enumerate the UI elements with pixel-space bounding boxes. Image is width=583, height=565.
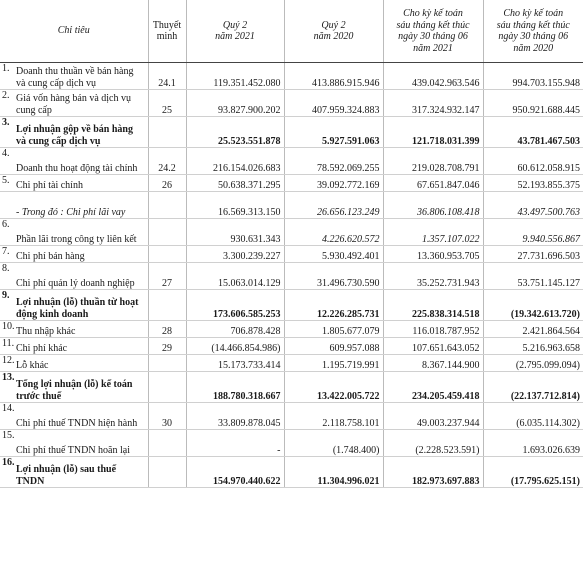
row-note bbox=[148, 290, 186, 321]
table-row bbox=[0, 175, 583, 192]
cell-h1-2021: 234.205.459.418 bbox=[383, 372, 483, 403]
cell-h1-2020: 27.731.696.503 bbox=[483, 246, 583, 263]
cell-h1-2020: 950.921.688.445 bbox=[483, 90, 583, 117]
cell-q2-2020: 5.927.591.063 bbox=[284, 117, 383, 148]
cell-h1-2021: 49.003.237.944 bbox=[383, 403, 483, 430]
table-row bbox=[0, 219, 583, 246]
cell-h1-2021: 67.651.847.046 bbox=[383, 175, 483, 192]
row-note bbox=[148, 219, 186, 246]
row-label: 16. Lợi nhuận (lỗ) sau thuế TNDN bbox=[0, 457, 148, 488]
cell-q2-2021: 930.631.343 bbox=[186, 219, 284, 246]
cell-q2-2020: 13.422.005.722 bbox=[284, 372, 383, 403]
row-note: 24.2 bbox=[148, 148, 186, 175]
table-row bbox=[0, 372, 583, 403]
cell-q2-2020: 1.805.677.079 bbox=[284, 321, 383, 338]
cell-h1-2020: 60.612.058.915 bbox=[483, 148, 583, 175]
table-row bbox=[0, 321, 583, 338]
cell-h1-2020: 2.421.864.564 bbox=[483, 321, 583, 338]
cell-q2-2020: 609.957.088 bbox=[284, 338, 383, 355]
cell-q2-2020: 5.930.492.401 bbox=[284, 246, 383, 263]
cell-h1-2021: 317.324.932.147 bbox=[383, 90, 483, 117]
cell-q2-2021: 119.351.452.080 bbox=[186, 63, 284, 90]
cell-h1-2021: 107.651.643.052 bbox=[383, 338, 483, 355]
cell-q2-2020: 26.656.123.249 bbox=[284, 192, 383, 219]
row-label: - Trong đó : Chi phí lãi vay bbox=[0, 192, 148, 219]
cell-h1-2021: 121.718.031.399 bbox=[383, 117, 483, 148]
table-body bbox=[0, 63, 583, 488]
table-row bbox=[0, 403, 583, 430]
cell-q2-2021: 15.173.733.414 bbox=[186, 355, 284, 372]
cell-h1-2020: (2.795.099.094) bbox=[483, 355, 583, 372]
cell-h1-2020: 1.693.026.639 bbox=[483, 430, 583, 457]
row-note: 29 bbox=[148, 338, 186, 355]
row-note: 25 bbox=[148, 90, 186, 117]
cell-h1-2021: 225.838.314.518 bbox=[383, 290, 483, 321]
row-note: 24.1 bbox=[148, 63, 186, 90]
row-label: 6. Phần lãi trong công ty liên kết bbox=[0, 219, 148, 246]
cell-q2-2021: 706.878.428 bbox=[186, 321, 284, 338]
row-note bbox=[148, 246, 186, 263]
cell-q2-2021: 33.809.878.045 bbox=[186, 403, 284, 430]
cell-q2-2021: (14.466.854.986) bbox=[186, 338, 284, 355]
cell-h1-2021: 439.042.963.546 bbox=[383, 63, 483, 90]
table-row bbox=[0, 117, 583, 148]
cell-q2-2020: 1.195.719.991 bbox=[284, 355, 383, 372]
table-row bbox=[0, 338, 583, 355]
cell-q2-2021: 216.154.026.683 bbox=[186, 148, 284, 175]
row-note: 27 bbox=[148, 263, 186, 290]
cell-h1-2021: 8.367.144.900 bbox=[383, 355, 483, 372]
cell-h1-2020: 43.497.500.763 bbox=[483, 192, 583, 219]
row-note bbox=[148, 372, 186, 403]
table-row bbox=[0, 263, 583, 290]
cell-q2-2021: 15.063.014.129 bbox=[186, 263, 284, 290]
cell-q2-2021: 173.606.585.253 bbox=[186, 290, 284, 321]
table-header bbox=[0, 0, 583, 63]
table-row bbox=[0, 148, 583, 175]
cell-h1-2020: (6.035.114.302) bbox=[483, 403, 583, 430]
table-row bbox=[0, 430, 583, 457]
row-note bbox=[148, 192, 186, 219]
cell-q2-2021: - bbox=[186, 430, 284, 457]
cell-h1-2020: (22.137.712.814) bbox=[483, 372, 583, 403]
cell-h1-2020: 5.216.963.658 bbox=[483, 338, 583, 355]
cell-q2-2020: 39.092.772.169 bbox=[284, 175, 383, 192]
row-note bbox=[148, 457, 186, 488]
row-note bbox=[148, 430, 186, 457]
row-note bbox=[148, 355, 186, 372]
row-label: 15. Chi phí thuế TNDN hoãn lại bbox=[0, 430, 148, 457]
cell-h1-2020: 43.781.467.503 bbox=[483, 117, 583, 148]
cell-h1-2021: 219.028.708.791 bbox=[383, 148, 483, 175]
cell-q2-2021: 50.638.371.295 bbox=[186, 175, 284, 192]
table-row bbox=[0, 355, 583, 372]
header-q2-2020: Quý 2 năm 2020 bbox=[284, 0, 383, 63]
row-label: 13. Tổng lợi nhuận (lỗ) kế toán trước thuế bbox=[0, 372, 148, 403]
table-row bbox=[0, 63, 583, 90]
row-label: 4. Doanh thu hoạt động tài chính bbox=[0, 148, 148, 175]
cell-q2-2020: 2.118.758.101 bbox=[284, 403, 383, 430]
cell-h1-2021: 116.018.787.952 bbox=[383, 321, 483, 338]
row-label: 14. Chi phí thuế TNDN hiện hành bbox=[0, 403, 148, 430]
header-h1-2021: Cho kỳ kế toán sáu tháng kết thúc ngày 30 tháng 06 năm 2021 bbox=[383, 0, 483, 63]
table-row bbox=[0, 457, 583, 488]
cell-q2-2020: (1.748.400) bbox=[284, 430, 383, 457]
cell-q2-2020: 413.886.915.946 bbox=[284, 63, 383, 90]
cell-h1-2021: 182.973.697.883 bbox=[383, 457, 483, 488]
cell-h1-2021: 35.252.731.943 bbox=[383, 263, 483, 290]
cell-h1-2021: 13.360.953.705 bbox=[383, 246, 483, 263]
cell-q2-2021: 25.523.551.878 bbox=[186, 117, 284, 148]
cell-h1-2020: (17.795.625.151) bbox=[483, 457, 583, 488]
cell-q2-2020: 4.226.620.572 bbox=[284, 219, 383, 246]
table-row bbox=[0, 90, 583, 117]
cell-q2-2020: 12.226.285.731 bbox=[284, 290, 383, 321]
row-label: 1. Doanh thu thuần về bán hàng và cung cấp dịch vụ bbox=[0, 63, 148, 90]
cell-q2-2021: 93.827.900.202 bbox=[186, 90, 284, 117]
cell-q2-2021: 188.780.318.667 bbox=[186, 372, 284, 403]
row-label: 7. Chi phí bán hàng bbox=[0, 246, 148, 263]
cell-q2-2020: 11.304.996.021 bbox=[284, 457, 383, 488]
row-label: 8. Chi phí quản lý doanh nghiệp bbox=[0, 263, 148, 290]
cell-h1-2020: 9.940.556.867 bbox=[483, 219, 583, 246]
row-note: 28 bbox=[148, 321, 186, 338]
cell-q2-2020: 78.592.069.255 bbox=[284, 148, 383, 175]
row-note: 26 bbox=[148, 175, 186, 192]
row-label: 9. Lợi nhuận (lỗ) thuần từ hoạt động kinh doanh bbox=[0, 290, 148, 321]
cell-q2-2021: 154.970.440.622 bbox=[186, 457, 284, 488]
cell-q2-2020: 407.959.324.883 bbox=[284, 90, 383, 117]
cell-h1-2020: (19.342.613.720) bbox=[483, 290, 583, 321]
cell-h1-2021: (2.228.523.591) bbox=[383, 430, 483, 457]
row-label: 10. Thu nhập khác bbox=[0, 321, 148, 338]
cell-q2-2021: 3.300.239.227 bbox=[186, 246, 284, 263]
header-notes: Thuyết minh bbox=[148, 0, 186, 63]
cell-h1-2020: 52.193.855.375 bbox=[483, 175, 583, 192]
cell-h1-2021: 1.357.107.022 bbox=[383, 219, 483, 246]
header-h1-2020: Cho kỳ kế toán sáu tháng kết thúc ngày 30 tháng 06 năm 2020 bbox=[483, 0, 583, 63]
cell-h1-2021: 36.806.108.418 bbox=[383, 192, 483, 219]
cell-q2-2020: 31.496.730.590 bbox=[284, 263, 383, 290]
header-q2-2021: Quý 2 năm 2021 bbox=[186, 0, 284, 63]
row-label: 11. Chi phí khác bbox=[0, 338, 148, 355]
table-row bbox=[0, 192, 583, 219]
row-note bbox=[148, 117, 186, 148]
row-label: 12. Lỗ khác bbox=[0, 355, 148, 372]
cell-q2-2021: 16.569.313.150 bbox=[186, 192, 284, 219]
cell-h1-2020: 994.703.155.948 bbox=[483, 63, 583, 90]
row-label: 2. Giá vốn hàng bán và dịch vụ cung cấp bbox=[0, 90, 148, 117]
table-row bbox=[0, 246, 583, 263]
table-row bbox=[0, 290, 583, 321]
row-label: 3. Lợi nhuận gộp về bán hàng và cung cấp dịch vụ bbox=[0, 117, 148, 148]
header-item: Chỉ tiêu bbox=[0, 0, 148, 63]
cell-h1-2020: 53.751.145.127 bbox=[483, 263, 583, 290]
row-note: 30 bbox=[148, 403, 186, 430]
row-label: 5. Chi phí tài chính bbox=[0, 175, 148, 192]
